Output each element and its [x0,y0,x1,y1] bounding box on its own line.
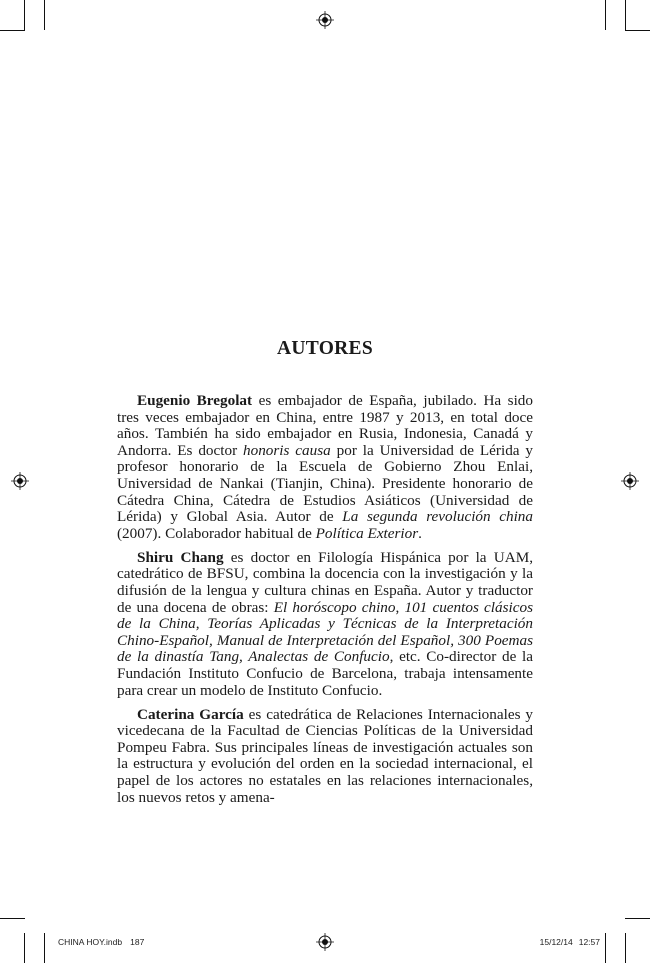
page-title: AUTORES [276,338,374,359]
crop-mark-bl-v1 [24,933,25,963]
registration-mark-right-icon [621,472,639,490]
italic-text: El horóscopo chino [273,598,396,616]
slug-date: 15/12/14 [539,937,573,947]
crop-mark-tl-v2 [44,0,45,30]
author-bio [117,549,533,699]
crop-mark-tr-h [625,30,650,31]
italic-text: 101 cuentos clásicos de la China, Teorías Aplicadas y Técnicas de la Interpretación Chino-Español, Manual de Interpretación del Español, 300 Poemas de la dinastía Tang, Analectas de Confucio [117,598,533,666]
slug-page-number: 187 [130,937,145,947]
crop-mark-tr-v1 [605,0,606,30]
registration-mark-left-icon [11,472,29,490]
authors-list [117,393,533,814]
crop-mark-tl-h [0,30,25,31]
registration-mark-top-icon [316,11,334,29]
bio-text: , etc. Co-director de la Fundación Instituto Confucio de Barcelona, trabaja intensamente para crear un modelo de Instituto Confucio. [117,648,533,699]
crop-mark-tr-v2 [625,0,626,30]
author-entry [117,707,533,807]
bio-text: (2007). Colaborador habitual de [117,524,316,542]
crop-mark-br-h [625,918,650,919]
crop-mark-bl-h [0,918,25,919]
bio-text: , [395,598,405,616]
slug-filename: CHINA HOY.indb [58,937,123,947]
author-name: Shiru Chang [137,548,224,566]
crop-mark-bl-v2 [44,933,45,963]
bio-text: es doctor en Filología Hispánica por la UAM, catedrático de BFSU, combina la docencia con la investigación y la difusión de la lengua y cultura chinas en España. Autor y traductor de una docena de obras: [117,548,533,616]
print-slug-file [58,937,152,947]
author-name: Eugenio Bregolat [137,392,253,409]
italic-text: honoris causa [243,441,331,459]
slug-time: 12:57 [578,937,600,947]
print-slug-datetime [540,937,600,947]
bio-text: por la Universidad de Lérida y profesor honorario de la Escuela de Gobierno Zhou Enlai, Universidad de Nankai (Tianjin, China). Presidente honorario de Cátedra China, Cátedra de Estudios Asiáticos (Universidad de Lérida) y Global Asia. Autor de [117,441,533,526]
bio-text: es embajador de España, jubilado. Ha sido tres veces embajador en China, entre 1987 y 2013, en total doce años. También ha sido embajador en Rusia, Indonesia, Canadá y Andorra. Es doctor [117,392,533,459]
crop-mark-tl-v1 [24,0,25,30]
italic-text: La segunda revolución china [342,508,533,526]
author-entry [117,393,533,542]
author-entry [117,550,533,699]
author-name: Caterina García [137,705,244,723]
bio-text: es catedrática de Relaciones Internacionales y vicedecana de la Facultad de Ciencias Políticas de la Universidad Pompeu Fabra. Sus principales líneas de investigación actuales son la estructura y evolución del orden en la sociedad internacional, el papel de los actores no estatales en las relaciones internacionales, los nuevos retos y amena- [117,705,533,806]
registration-mark-bottom-icon [316,933,334,951]
bio-text: . [418,524,422,542]
italic-text: Política Exterior [315,524,419,542]
crop-mark-br-v1 [605,933,606,963]
crop-mark-br-v2 [625,933,626,963]
author-bio [117,392,533,542]
